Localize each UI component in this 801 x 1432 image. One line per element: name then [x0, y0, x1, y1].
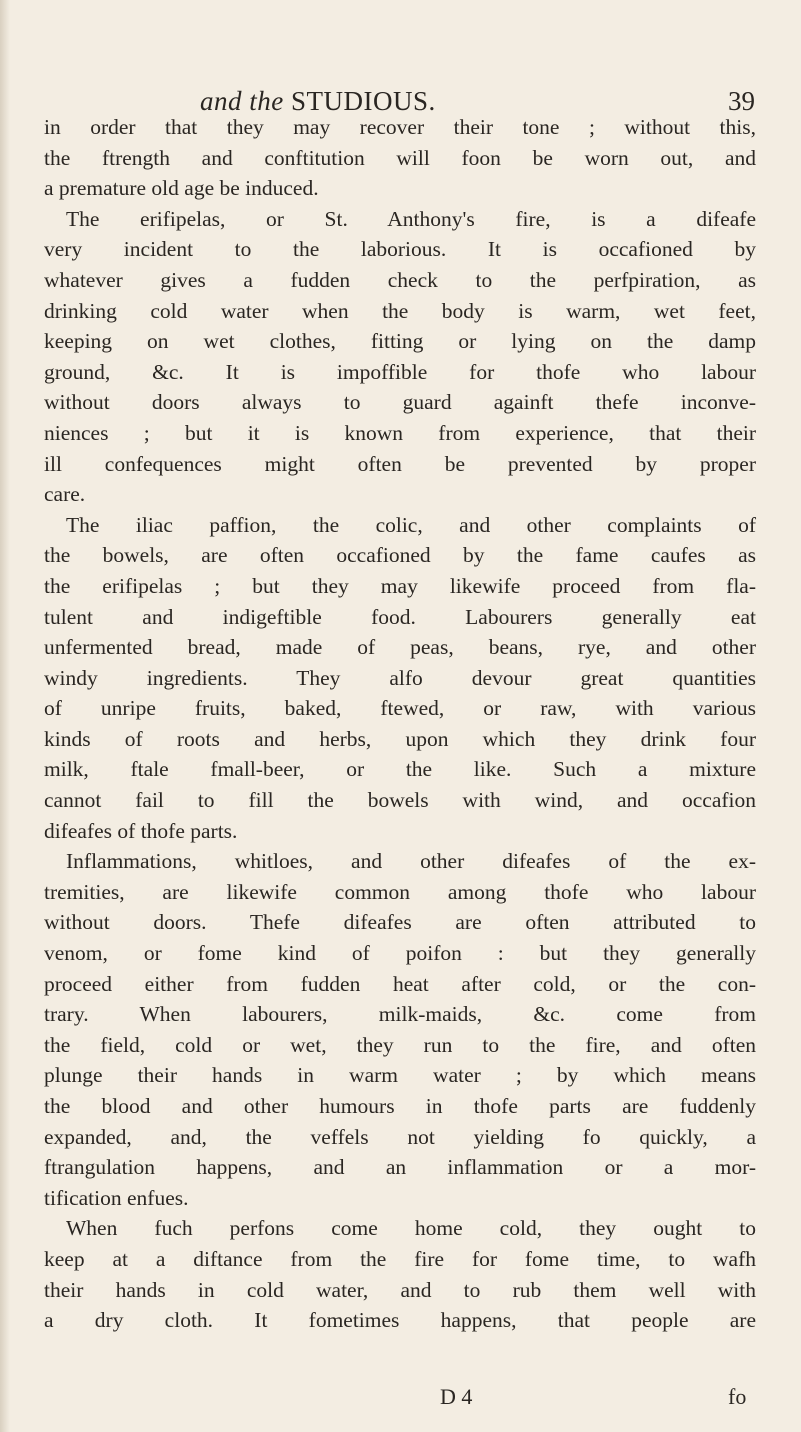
text-line: the bowels, are often occafioned by the fame caufes as [44, 543, 756, 568]
text-line: the blood and other humours in thofe parts are fuddenly [44, 1094, 756, 1118]
text-line: tification enfues. [44, 1185, 189, 1210]
text-line: the field, cold or wet, they run to the fire, and often [44, 1032, 756, 1057]
text-line: trary. When labourers, milk-maids, &c. come from [44, 1002, 756, 1027]
text-line: keep at a diftance from the fire for fome time, to wafh [44, 1246, 756, 1271]
text-line: venom, or fome kind of poifon : but they generally [44, 941, 756, 966]
paragraph [44, 846, 756, 1213]
paragraph [44, 510, 756, 847]
page-edge [0, 0, 10, 1432]
text-line: drinking cold water when the body is warm, wet feet, [44, 298, 756, 323]
paragraph [44, 204, 756, 510]
text-line: windy ingredients. They alfo devour great quantities [44, 665, 756, 690]
text-line: unfermented bread, made of peas, beans, rye, and other [44, 635, 756, 660]
text-line: Inflammations, whitloes, and other difeafes of the ex- [66, 849, 756, 874]
text-line: niences ; but it is known from experience, that their [44, 420, 756, 445]
text-line: When fuch perfons come home cold, they ought to [66, 1216, 756, 1241]
running-title-caps: STUDIOUS. [291, 86, 436, 116]
text-line: milk, ftale fmall-beer, or the like. Such a mixture [44, 757, 756, 782]
text-line: ground, &c. It is impoffible for thofe who labour [44, 359, 756, 384]
signature-mark: D 4 [440, 1384, 473, 1409]
text-line: tulent and indigeftible food. Labourers generally eat [44, 604, 756, 629]
text-line: keeping on wet clothes, fitting or lying on the damp [44, 329, 756, 354]
text-line: their hands in cold water, and to rub them well with [44, 1277, 756, 1302]
text-line: whatever gives a fudden check to the perfpiration, as [44, 267, 756, 292]
text-line: tremities, are likewife common among thofe who labour [44, 879, 756, 904]
text-line: ill confequences might often be prevented by proper [44, 451, 756, 476]
text-line: kinds of roots and herbs, upon which they drink four [44, 726, 756, 751]
text-line: without doors always to guard againft thefe inconve- [44, 390, 756, 415]
page-footer [0, 1384, 801, 1418]
text-line: The erifipelas, or St. Anthony's fire, is a difeafe [66, 206, 756, 231]
text-line: ftrangulation happens, and an inflammation or a mor- [44, 1155, 756, 1180]
text-line: a dry cloth. It fometimes happens, that people are [44, 1308, 756, 1333]
running-title-italic: and the [200, 86, 284, 116]
text-line: care. [44, 482, 86, 507]
text-line: difeafes of thofe parts. [44, 818, 238, 843]
text-line: proceed either from fudden heat after cold, or the con- [44, 971, 756, 996]
page-number: 39 [728, 86, 755, 116]
text-line: without doors. Thefe difeafes are often attributed to [44, 910, 756, 935]
text-line: The iliac paffion, the colic, and other complaints of [66, 512, 756, 537]
text-line: a premature old age be induced. [44, 176, 319, 201]
paragraph [44, 1213, 756, 1335]
text-line: expanded, and, the veffels not yielding fo quickly, a [44, 1124, 756, 1149]
text-line: very incident to the laborious. It is occafioned by [44, 237, 756, 262]
text-line: in order that they may recover their tone ; without this, [44, 115, 756, 139]
text-line: the erifipelas ; but they may likewife proceed from fla- [44, 573, 756, 598]
paragraph [44, 112, 756, 204]
text-line: plunge their hands in warm water ; by which means [44, 1063, 756, 1088]
text-line: cannot fail to fill the bowels with wind, and occafion [44, 788, 756, 813]
text-line: of unripe fruits, baked, ftewed, or raw, with various [44, 696, 756, 721]
catchword: fo [728, 1384, 747, 1409]
text-line: the ftrength and conftitution will foon be worn out, and [44, 145, 756, 170]
body-text [44, 112, 756, 1336]
